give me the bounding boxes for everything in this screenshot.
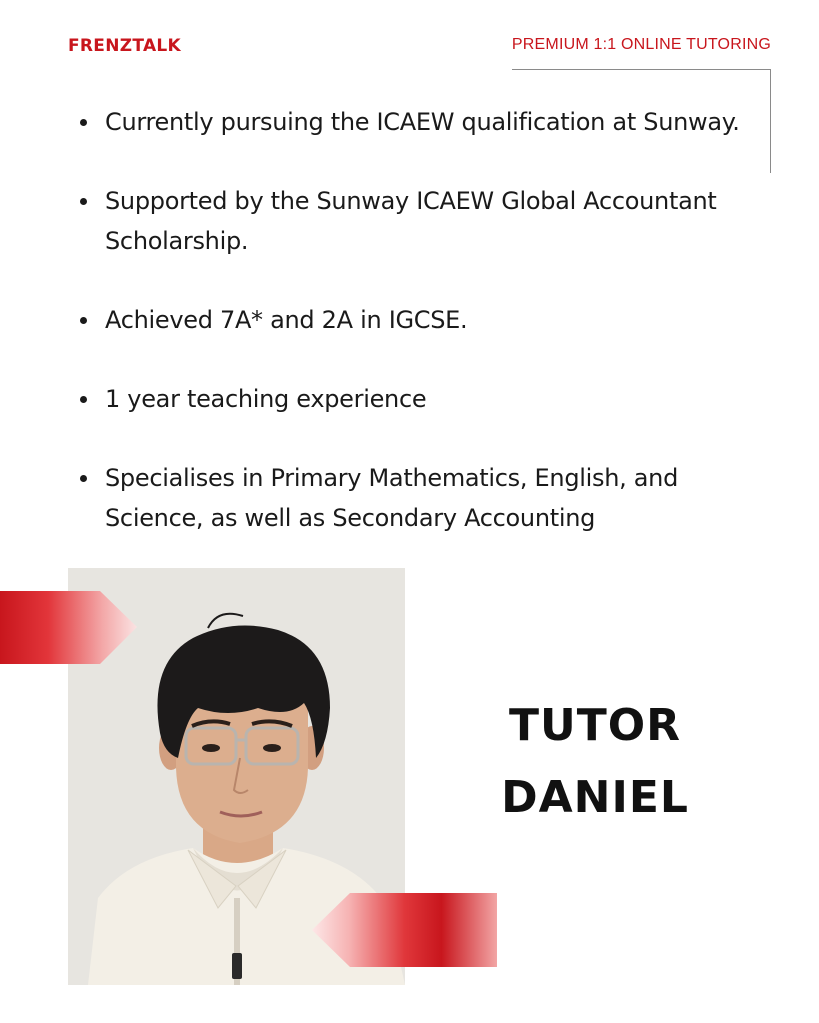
decorative-ribbon-right: [312, 893, 497, 967]
decorative-line-vertical: [770, 69, 771, 173]
list-item: 1 year teaching experience: [78, 379, 426, 419]
tutor-name-line1: TUTOR: [508, 700, 682, 751]
list-item: [78, 458, 768, 538]
decorative-line-horizontal: [512, 69, 771, 70]
tutor-name-heading: [480, 690, 710, 834]
header-tagline: PREMIUM 1:1 ONLINE TUTORING: [511, 36, 771, 53]
list-item-text: Specialises in Primary Mathematics, English, and Science, as well as Secondary Accounting: [105, 464, 679, 532]
brand-logo-text: FRENZTALK: [68, 36, 182, 56]
tutor-name-line2: DANIEL: [501, 772, 689, 823]
list-item-text: Supported by the Sunway ICAEW Global Accountant Scholarship.: [105, 187, 717, 255]
list-item: Currently pursuing the ICAEW qualification at Sunway.: [78, 102, 740, 142]
list-item: Achieved 7A* and 2A in IGCSE.: [78, 300, 467, 340]
list-item: [78, 181, 768, 261]
